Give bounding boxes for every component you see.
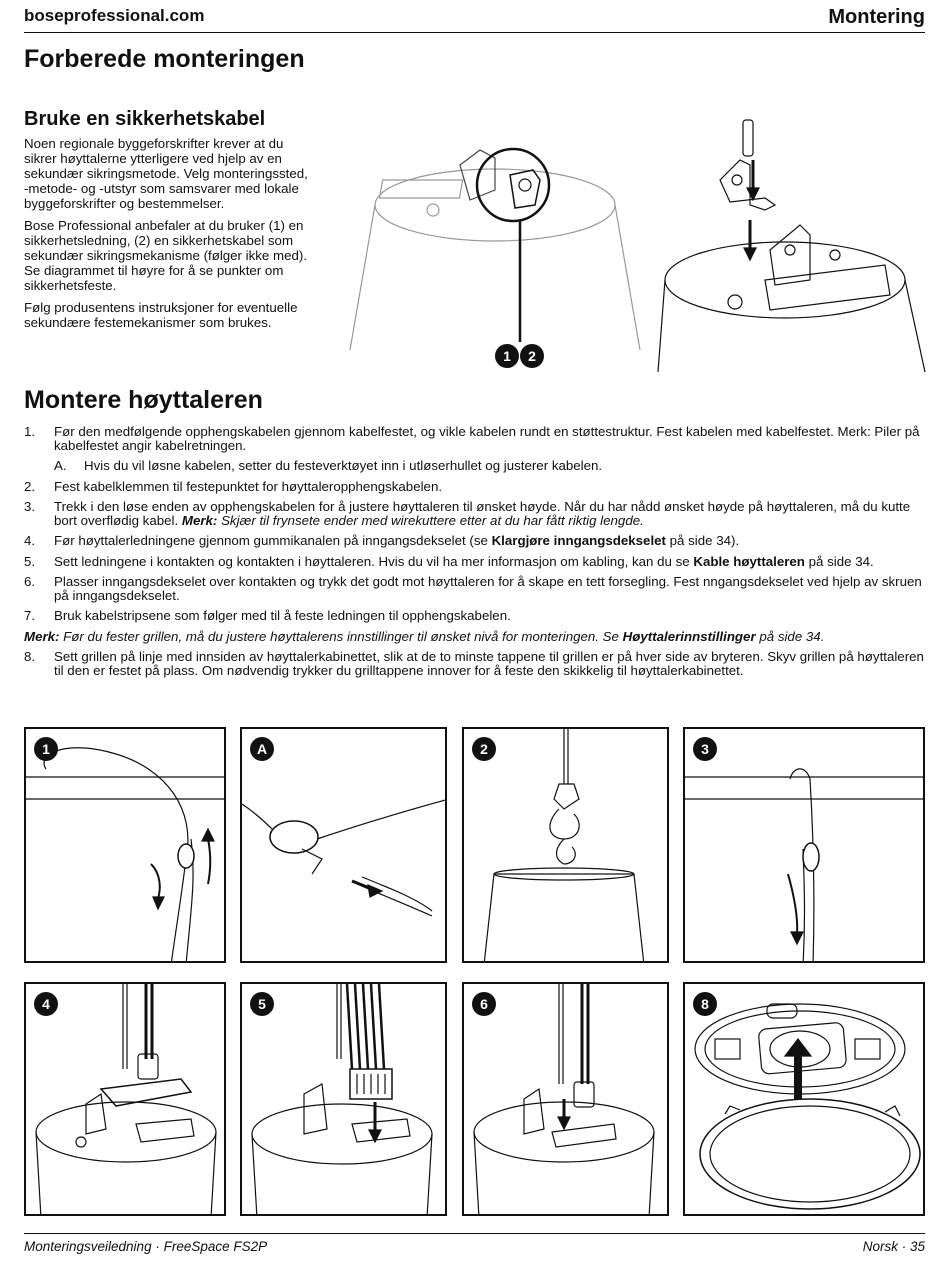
panel-badge: 4 <box>34 992 58 1016</box>
panel-step-8 <box>683 982 925 1216</box>
speaker-outline-left <box>350 169 640 350</box>
step-6 <box>24 575 929 602</box>
detail-circle <box>477 149 549 221</box>
page-title: Forberede monteringen <box>24 45 305 73</box>
panel-badge: 1 <box>34 737 58 761</box>
note-link-text: Høyttalerinnstillinger <box>622 628 756 644</box>
step-link-text: Kable høyttaleren <box>693 553 805 569</box>
panel-step-4 <box>24 982 226 1216</box>
panel-badge: A <box>250 737 274 761</box>
mount-steps <box>24 425 929 684</box>
step-note-text: Skjær til frynsete ender med wirekuttere etter at du har fått riktig lengde. <box>221 512 644 528</box>
step-1 <box>24 425 929 452</box>
step-2 <box>24 480 929 494</box>
section-title: Montering <box>828 6 925 28</box>
step-text: Bruk kabelstripsene som følger med til å feste ledningen til opphengskabelen. <box>54 608 511 623</box>
step-number: 2. <box>24 478 36 494</box>
step-text: Før den medfølgende opphengskabelen gjennom kabelfestet, og vikle kabelen rundt en støttestruktur. Fest kabelen med kabelfestet. Merk: Piler på kabelfestet angir kabelretningen. <box>54 424 920 453</box>
safety-paragraph: Bose Professional anbefaler at du bruker (1) en sikkerhetsledning, (2) en sikkerhetskabel som sekundær sikringsmekanisme (følger ikke med). Se diagrammet til høyre for å se punkter om sikkerhetsfeste. <box>24 218 308 293</box>
step-number: A. <box>54 458 67 473</box>
panel-step-6 <box>462 982 669 1216</box>
safety-paragraph: Noen regionale byggeforskrifter krever at du sikrer høyttalerne ytterligere ved hjelp av en sekundær sikringsmetode. Velg monteringssted, -metode- og -utstyr som samsvarer med lokale byggeforskrifter og bestemmelser. <box>24 136 308 211</box>
step-text: Sett grillen på linje med innsiden av høyttalerkabinettet, slik at de to minste tappene til grillen er på hver side av bryteren. Skyv grillen på høyttaleren til den er festet på plass. Om nødvendig trykker du grilltappene innover for å feste den skikkelig til høyttalerkabinettet. <box>54 649 924 678</box>
badge-1: 1 <box>495 344 519 368</box>
step-text: på side 34. <box>804 553 874 569</box>
badge-2: 2 <box>520 344 544 368</box>
step-8 <box>24 650 929 677</box>
step-text: Fest kabelklemmen til festepunktet for høyttaleropphengskabelen. <box>54 478 443 494</box>
safety-diagram <box>345 110 930 372</box>
step-number: 8. <box>24 649 36 664</box>
step-text: Trekk i den løse enden av opphengskabelen for å justere høyttaleren til ønsket høyde. Når du har nådd ønsket høyde på høyttaleren, må du kutte bort overflødig kabel. <box>54 499 911 528</box>
panel-step-a <box>240 727 447 963</box>
step-number: 6. <box>24 574 36 589</box>
step-7 <box>24 609 929 623</box>
mount-note <box>24 630 929 644</box>
mount-heading: Montere høyttaleren <box>24 386 263 414</box>
safety-paragraph: Følg produsentens instruksjoner for eventuelle sekundære festemekanismer som brukes. <box>24 300 298 330</box>
speaker-outline-right <box>658 225 925 372</box>
step-number: 3. <box>24 499 36 514</box>
page-footer <box>24 1233 925 1254</box>
site-url[interactable]: boseprofessional.com <box>24 6 205 25</box>
step-text: på side 34). <box>665 533 740 548</box>
panel-badge: 6 <box>472 992 496 1016</box>
panel-step-5 <box>240 982 447 1216</box>
page-header <box>24 4 925 33</box>
step-4 <box>24 534 929 548</box>
panel-badge: 2 <box>472 737 496 761</box>
step-text: Plasser inngangsdekselet over kontakten og trykk det godt mot høyttaleren for å skape en tett forsegling. Fest nngangsdekselet ved hjelp av skruen på inngangsdekselet. <box>54 574 922 603</box>
note-label: Merk: <box>24 628 60 644</box>
footer-guide-title: Monteringsveiledning · FreeSpace FS2P <box>24 1239 268 1254</box>
footer-page-number: Norsk · 35 <box>862 1239 925 1254</box>
step-number: 7. <box>24 608 36 623</box>
panel-badge: 8 <box>693 992 717 1016</box>
panel-step-2 <box>462 727 669 963</box>
panel-step-3 <box>683 727 925 963</box>
step-note-label: Merk: <box>181 512 218 528</box>
step-text: Sett ledningene i kontakten og kontakten i høyttaleren. Hvis du vil ha mer informasjon om kabling, kan du se <box>54 553 694 569</box>
step-number: 4. <box>24 533 36 548</box>
panel-badge: 3 <box>693 737 717 761</box>
safety-text <box>24 136 314 337</box>
step-number: 1. <box>24 424 36 439</box>
note-text: Før du fester grillen, må du justere høyttalerens innstillinger til ønsket nivå for monteringen. Se <box>59 628 623 644</box>
step-a <box>24 459 929 473</box>
step-3 <box>24 500 929 527</box>
step-text: Før høyttalerledningene gjennom gummikanalen på inngangsdekselet (se <box>54 533 492 548</box>
note-text: på side 34. <box>755 628 825 644</box>
panel-step-1 <box>24 727 226 963</box>
panel-badge: 5 <box>250 992 274 1016</box>
step-5 <box>24 555 929 569</box>
step-number: 5. <box>24 553 36 569</box>
step-link-text: Klargjøre inngangsdekselet <box>491 533 666 548</box>
safety-heading: Bruke en sikkerhetskabel <box>24 108 266 130</box>
step-text: Hvis du vil løsne kabelen, setter du festeverktøyet inn i utløserhullet og justerer kabelen. <box>84 458 603 473</box>
